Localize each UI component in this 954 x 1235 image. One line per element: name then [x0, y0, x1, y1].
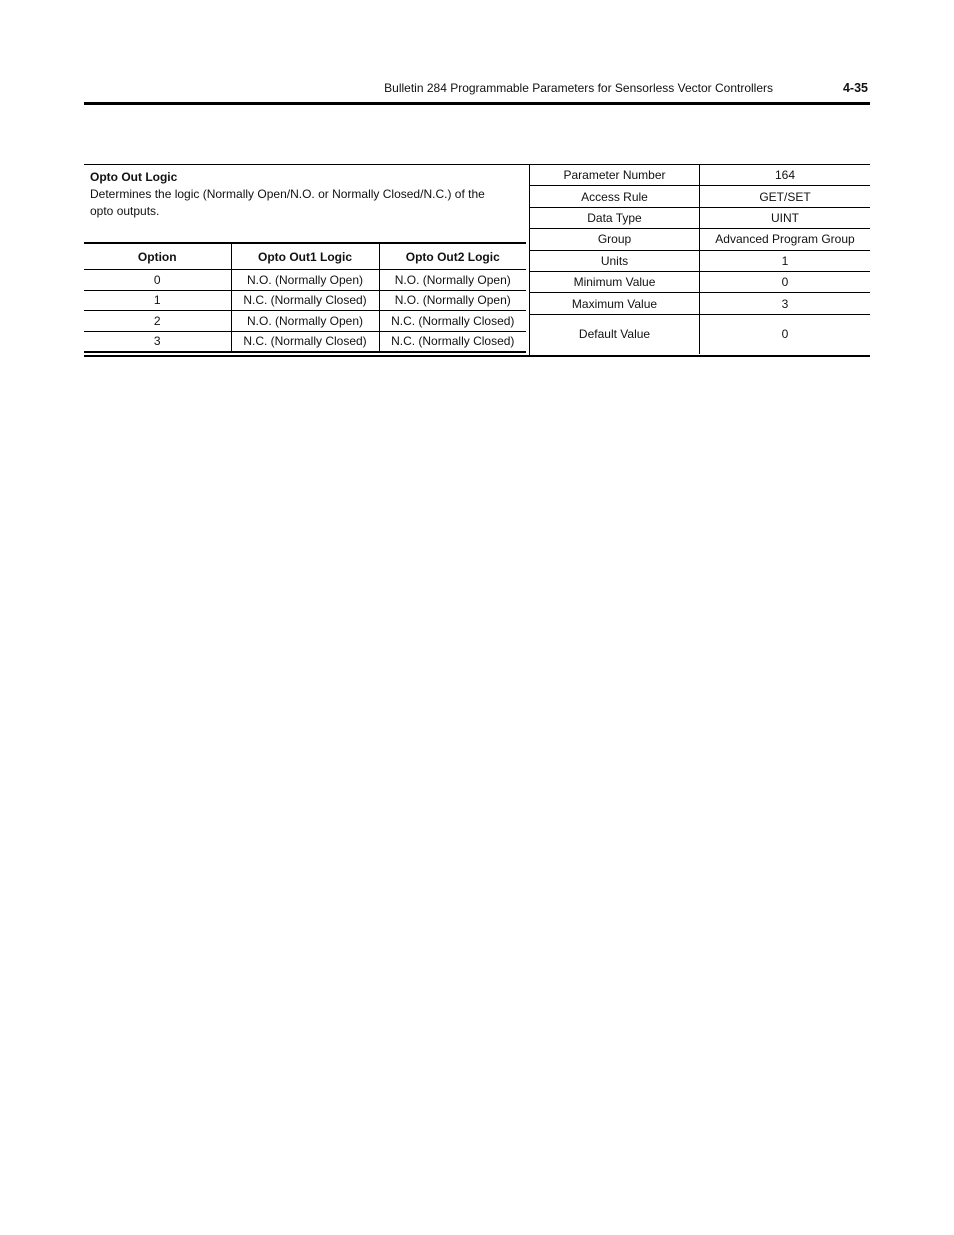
option-value: 3 [84, 331, 231, 352]
options-header-option: Option [84, 243, 231, 270]
table-row [84, 331, 526, 352]
parameter-name: Opto Out Logic [90, 170, 178, 184]
attribute-value: 3 [700, 293, 871, 314]
attribute-value: 164 [700, 165, 871, 186]
opto-out2-value: N.O. (Normally Open) [379, 290, 526, 311]
table-row [530, 207, 870, 228]
opto-out1-value: N.O. (Normally Open) [231, 270, 379, 291]
attribute-value: Advanced Program Group [700, 229, 871, 250]
option-value: 1 [84, 290, 231, 311]
table-row [84, 290, 526, 311]
attribute-label: Access Rule [530, 186, 700, 207]
option-value: 0 [84, 270, 231, 291]
table-row [530, 250, 870, 271]
parameter-block [84, 164, 870, 357]
options-header-out1: Opto Out1 Logic [231, 243, 379, 270]
option-value: 2 [84, 311, 231, 332]
options-header-out2: Opto Out2 Logic [379, 243, 526, 270]
attribute-value: 0 [700, 271, 871, 292]
parameter-description [90, 169, 510, 220]
options-table-header-row [84, 243, 526, 270]
table-row [530, 186, 870, 207]
table-row [530, 165, 870, 186]
attribute-label: Group [530, 229, 700, 250]
page-header [84, 80, 870, 105]
table-row [530, 314, 870, 354]
attribute-label: Maximum Value [530, 293, 700, 314]
opto-out2-value: N.C. (Normally Closed) [379, 311, 526, 332]
opto-out1-value: N.C. (Normally Closed) [231, 331, 379, 352]
parameter-attributes-panel [529, 164, 870, 355]
table-row [530, 293, 870, 314]
attribute-label: Default Value [530, 314, 700, 354]
page-header-title: Bulletin 284 Programmable Parameters for Sensorless Vector Controllers [384, 81, 773, 95]
table-row [530, 229, 870, 250]
attribute-value: 1 [700, 250, 871, 271]
attribute-label: Units [530, 250, 700, 271]
attribute-value: UINT [700, 207, 871, 228]
page-number: 4-35 [842, 81, 868, 95]
opto-out2-value: N.C. (Normally Closed) [379, 331, 526, 352]
attribute-value: 0 [781, 327, 789, 342]
attribute-value: GET/SET [700, 186, 871, 207]
table-row [530, 271, 870, 292]
attribute-label: Parameter Number [530, 165, 700, 186]
table-row [84, 270, 526, 291]
table-row [84, 311, 526, 332]
parameter-description-panel [84, 164, 529, 355]
attribute-label: Data Type [530, 207, 700, 228]
parameter-description-text: Determines the logic (Normally Open/N.O. or Normally Closed/N.C.) of the opto outputs. [90, 187, 485, 218]
attribute-label: Minimum Value [530, 271, 700, 292]
attributes-table [530, 165, 870, 354]
opto-out1-value: N.C. (Normally Closed) [231, 290, 379, 311]
opto-out1-value: N.O. (Normally Open) [231, 311, 379, 332]
options-table [84, 242, 526, 353]
opto-out2-value: N.O. (Normally Open) [379, 270, 526, 291]
